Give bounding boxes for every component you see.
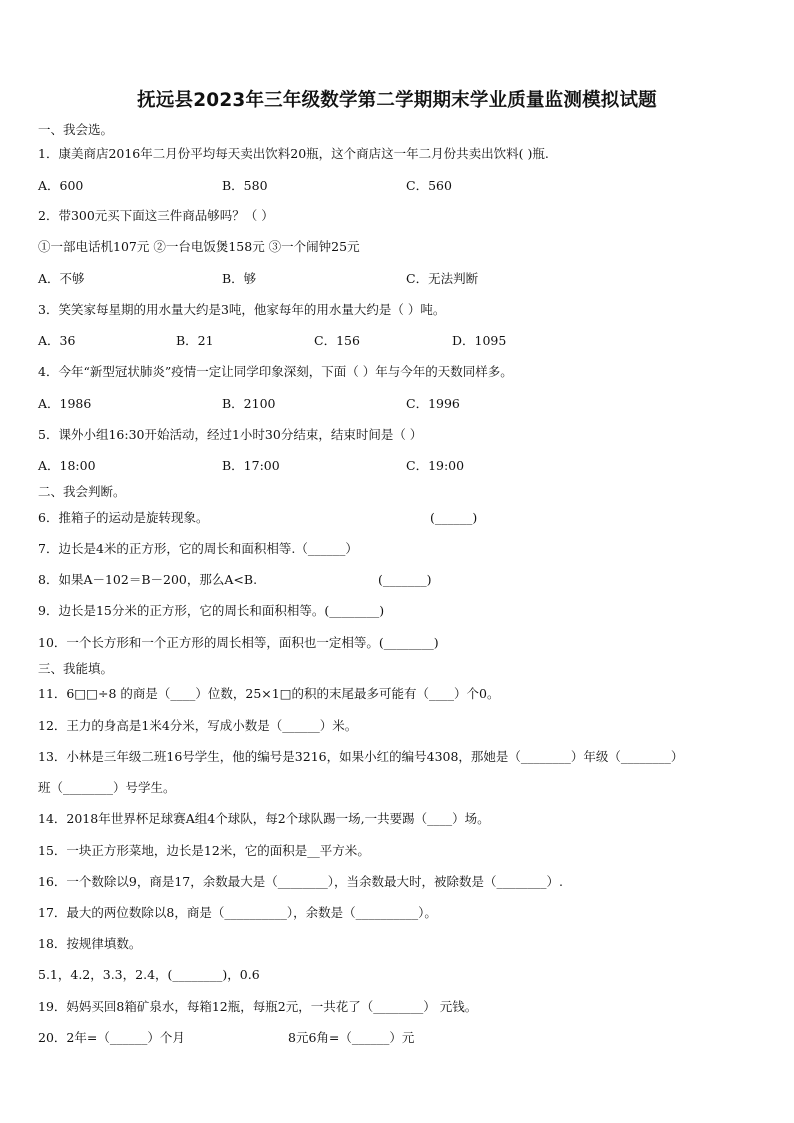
q1-option-c: C．560 <box>406 178 452 193</box>
q3-option-d: D．1095 <box>452 333 507 348</box>
section-heading-judge: 二、我会判断。 <box>38 484 126 499</box>
q3-option-b: B．21 <box>176 333 214 348</box>
section-heading-choice: 一、我会选。 <box>38 122 114 137</box>
question-16: 16．一个数除以9，商是17，余数最大是（________），当余数最大时，被除数是（________）. <box>38 874 563 889</box>
q4-option-b: B．2100 <box>222 396 276 411</box>
question-18: 18．按规律填数。 <box>38 936 142 951</box>
q5-option-c: C．19:00 <box>406 458 465 473</box>
q5-option-b: B．17:00 <box>222 458 280 473</box>
question-18-sequence: 5.1，4.2，3.3，2.4，(________)，0.6 <box>38 967 260 982</box>
question-2-items: ①一部电话机107元 ②一台电饭煲158元 ③一个闹钟25元 <box>38 239 360 254</box>
question-13-line-2: 班（________）号学生。 <box>38 780 176 795</box>
question-12: 12．王力的身高是1米4分米，写成小数是（______）米。 <box>38 718 358 733</box>
q3-option-a: A．36 <box>38 333 76 348</box>
question-20-part-b: 8元6角=（______）元 <box>288 1030 415 1045</box>
question-2: 2．带300元买下面这三件商品够吗？（ ） <box>38 208 274 223</box>
q2-option-a: A．不够 <box>38 271 85 286</box>
question-10: 10．一个长方形和一个正方形的周长相等，面积也一定相等。(________) <box>38 635 439 650</box>
question-11: 11．6□□÷8 的商是（____）位数，25×1□的积的末尾最多可能有（____）个0。 <box>38 686 500 701</box>
question-20-part-a: 20．2年=（______）个月 <box>38 1030 185 1045</box>
q5-option-a: A．18:00 <box>38 458 96 473</box>
page-title: 抚远县2023年三年级数学第二学期期末学业质量监测模拟试题 <box>137 90 657 111</box>
section-heading-fill: 三、我能填。 <box>38 661 114 676</box>
question-9: 9．边长是15分米的正方形，它的周长和面积相等。(________) <box>38 603 385 618</box>
q2-option-c: C．无法判断 <box>406 271 479 286</box>
q1-option-a: A．600 <box>38 178 84 193</box>
q4-option-c: C．1996 <box>406 396 460 411</box>
question-17: 17．最大的两位数除以8，商是（__________），余数是（__________）。 <box>38 905 437 920</box>
question-3: 3．笑笑家每星期的用水量大约是3吨，他家每年的用水量大约是（ ）吨。 <box>38 302 446 317</box>
q2-option-b: B．够 <box>222 271 257 286</box>
question-8-blank: (_______) <box>378 572 432 587</box>
question-14: 14．2018年世界杯足球赛A组4个球队，每2个球队踢一场,一共要踢（____）场。 <box>38 811 490 826</box>
q4-option-a: A．1986 <box>38 396 92 411</box>
q1-option-b: B．580 <box>222 178 268 193</box>
question-15: 15．一块正方形菜地，边长是12米，它的面积是__平方米。 <box>38 843 370 858</box>
question-13-line-1: 13．小林是三年级二班16号学生，他的编号是3216，如果小红的编号4308，那她是（________）年级（________） <box>38 749 684 764</box>
question-6-blank: (______) <box>430 510 478 525</box>
question-6: 6．推箱子的运动是旋转现象。 <box>38 510 209 525</box>
question-4: 4．今年“新型冠状肺炎”疫情一定让同学印象深刻，下面（ ）年与今年的天数同样多。 <box>38 364 513 379</box>
q3-option-c: C．156 <box>314 333 360 348</box>
question-8: 8．如果A－102＝B－200，那么A<B. <box>38 572 258 587</box>
question-19: 19．妈妈买回8箱矿泉水，每箱12瓶，每瓶2元，一共花了（________） 元钱。 <box>38 999 478 1014</box>
question-5: 5．课外小组16:30开始活动，经过1小时30分结束，结束时间是（ ） <box>38 427 423 442</box>
question-7: 7．边长是4米的正方形，它的周长和面积相等.（______） <box>38 541 358 556</box>
question-1: 1．康美商店2016年二月份平均每天卖出饮料20瓶，这个商店这一年二月份共卖出饮料( )瓶. <box>38 146 549 161</box>
